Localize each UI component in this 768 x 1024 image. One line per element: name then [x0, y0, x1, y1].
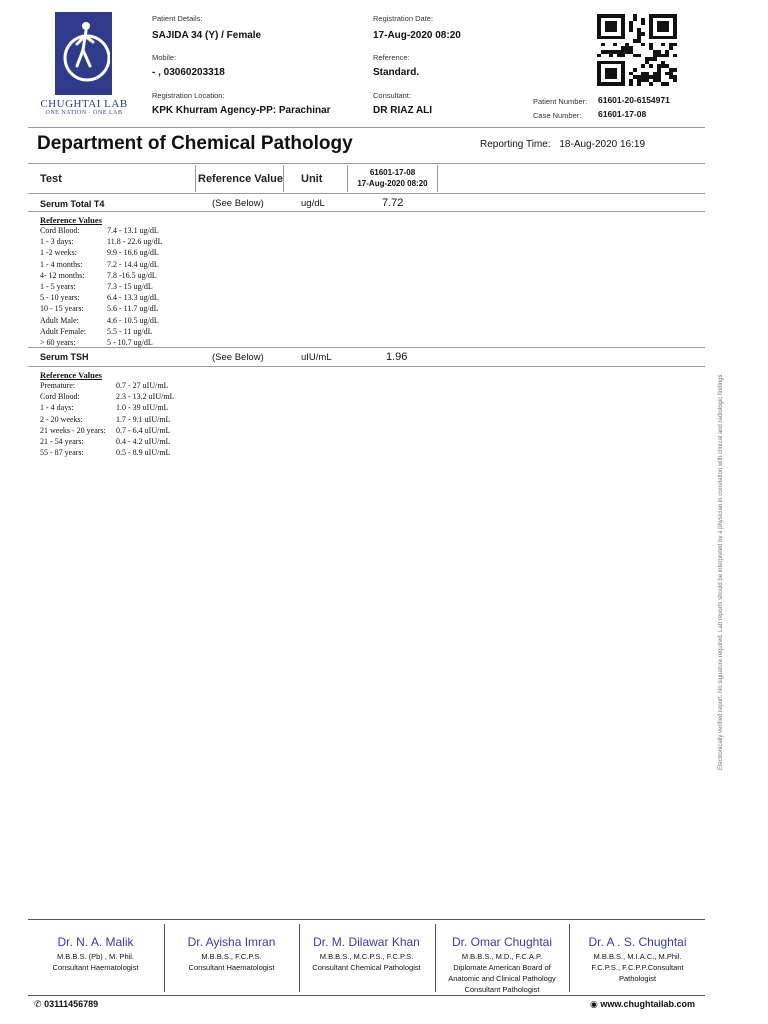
- doctor-card: [570, 935, 705, 984]
- logo-name: CHUGHTAI LAB: [40, 98, 128, 110]
- reference-range-label: 5 - 10 years:: [40, 293, 80, 303]
- reference-range-label: 4- 12 months:: [40, 270, 85, 280]
- reference-range-value: 5.6 - 11.7 ug/dL: [107, 304, 159, 314]
- result-tsh: 1.96: [386, 351, 408, 363]
- doctor-card: [299, 935, 434, 973]
- unit-t4: ug/dL: [301, 198, 325, 209]
- walking-man-logo-icon: [57, 14, 110, 93]
- reference-value-row: [40, 303, 162, 314]
- qr-code-icon: [597, 14, 677, 86]
- reference-range-label: 1 - 4 months:: [40, 259, 83, 269]
- doctor-name: Dr. Ayisha Imran: [187, 935, 276, 949]
- doctor-name: Dr. M. Dilawar Khan: [313, 935, 420, 949]
- doctor-qualification: M.B.B.S., M.D., F.C.A.P.: [461, 952, 543, 961]
- reference-range-value: 7.8 -16.5 ug/dL: [107, 270, 157, 280]
- patient-details-label: Patient Details:: [152, 14, 203, 23]
- reference-value: Standard.: [373, 67, 420, 78]
- reference-range-value: 11.8 - 22.6 ug/dL: [107, 237, 163, 247]
- registration-date-value: 17-Aug-2020 08:20: [373, 30, 461, 41]
- reference-value-row: [40, 236, 162, 247]
- reference-range-value: 4.6 - 10.5 ug/dL: [107, 315, 159, 325]
- reference-range-value: 5.5 - 11 ug/dL: [107, 326, 153, 336]
- reference-values-title: Reference Values: [40, 370, 102, 380]
- department-title: Department of Chemical Pathology: [37, 133, 353, 154]
- reference-value-row: [40, 402, 174, 413]
- reference-range-value: 7.3 - 15 ug/dL: [107, 282, 153, 292]
- reference-range-label: 2 - 20 weeks:: [40, 414, 83, 424]
- reference-range-label: > 60 years:: [40, 338, 76, 348]
- verification-note: Electronically verified report. No signature required. Lab reports should be interpreted by a physician in correlation with clinical and radiologic findings.: [718, 372, 724, 770]
- doctor-qualification: Consultant Haematologist: [188, 963, 275, 972]
- reference-value-row: [40, 315, 162, 326]
- reporting-time-value: 18-Aug-2020 16:19: [559, 139, 645, 150]
- reference-t4: (See Below): [212, 198, 264, 209]
- row-rule: [28, 347, 705, 348]
- reference-range-label: 1 - 4 days:: [40, 403, 74, 413]
- reference-value-row: [40, 225, 162, 236]
- reference-range-label: 1 - 5 years:: [40, 282, 76, 292]
- reference-range-label: 55 - 87 years:: [40, 448, 84, 458]
- reference-range-value: 7.2 - 14.4 ug/dL: [107, 259, 159, 269]
- reference-range-value: 0.4 - 4.2 uIU/mL: [116, 437, 171, 447]
- phone-number: 03111456789: [44, 999, 99, 1009]
- header-divider: [28, 127, 705, 128]
- doctor-qualification: Pathologist: [618, 974, 657, 983]
- doctor-qualification: M.B.B.S., M.I.A.C., M.Phil.: [593, 952, 682, 961]
- reference-range-value: 0.7 - 6.4 uIU/mL: [116, 425, 171, 435]
- reference-value-row: [40, 326, 162, 337]
- row-rule: [28, 211, 705, 212]
- registration-location-value: KPK Khurram Agency-PP: Parachinar: [152, 105, 331, 116]
- mobile-label: Mobile:: [152, 53, 177, 62]
- reference-value-row: [40, 292, 162, 303]
- reference-range-label: Adult Female:: [40, 326, 86, 336]
- doctor-qualification: M.B.B.S., F.C.P.S.: [201, 952, 262, 961]
- reference-value-row: [40, 270, 162, 281]
- reference-range-value: 1.0 - 39 uIU/mL: [116, 403, 169, 413]
- doctor-card: [165, 935, 298, 973]
- table-top-rule: [28, 163, 705, 164]
- reference-value-row: [40, 414, 174, 425]
- reference-value-row: [40, 259, 162, 270]
- header-reference-value: Reference Value: [198, 173, 283, 185]
- doctor-qualification: Consultant Pathologist: [464, 985, 540, 994]
- reference-range-label: 1 - 3 days:: [40, 237, 74, 247]
- chughtai-lab-logo: [55, 12, 112, 95]
- doctor-qualification: F.C.P.S., F.C.P.P.Consultant: [591, 963, 684, 972]
- reference-range-label: Cord Blood:: [40, 392, 80, 402]
- doctor-qualification: Consultant Haematologist: [52, 963, 139, 972]
- footer-bottom-rule: [28, 995, 705, 996]
- reference-value-row: [40, 391, 174, 402]
- test-name-t4: Serum Total T4: [40, 199, 105, 209]
- footer-top-rule: [28, 919, 705, 920]
- doctor-name: Dr. A . S. Chughtai: [588, 935, 687, 949]
- consultant-label: Consultant:: [373, 91, 411, 100]
- footer-website[interactable]: [590, 999, 695, 1010]
- reference-value-row: [40, 425, 174, 436]
- reference-range-label: 21 - 54 years:: [40, 437, 84, 447]
- column-divider: [283, 165, 284, 192]
- reference-values-title: Reference Values: [40, 215, 102, 225]
- phone-icon: ✆: [34, 999, 42, 1009]
- doctor-qualification: Anatomic and Clinical Pathology: [448, 974, 556, 983]
- reference-values-list: [40, 380, 174, 458]
- footer-phone[interactable]: [34, 999, 98, 1010]
- reference-value-row: [40, 281, 162, 292]
- reference-range-value: 7.4 - 13.1 ug/dL: [107, 226, 159, 235]
- consultant-value: DR RIAZ ALI: [373, 105, 433, 116]
- column-divider: [437, 165, 438, 192]
- reference-range-value: 0.7 - 27 uIU/mL: [116, 381, 169, 390]
- patient-details-value: SAJIDA 34 (Y) / Female: [152, 30, 262, 41]
- column-divider: [195, 165, 196, 192]
- reference-tsh: (See Below): [212, 352, 264, 363]
- reference-range-label: 1 -2 weeks:: [40, 248, 77, 258]
- reference-range-value: 6.4 - 13.3 ug/dL: [107, 293, 159, 303]
- result-t4: 7.72: [382, 197, 404, 209]
- doctor-card: [28, 935, 163, 973]
- doctor-qualification: M.B.B.S. (Pb) , M. Phil.: [56, 952, 135, 961]
- website-link: www.chughtailab.com: [600, 999, 696, 1009]
- case-number-label: Case Number:: [533, 111, 582, 120]
- reference-range-label: Cord Blood:: [40, 226, 80, 235]
- doctor-qualification: Diplomate American Board of: [453, 963, 551, 972]
- reference-range-label: Premature:: [40, 381, 76, 390]
- reference-value-row: [40, 447, 174, 458]
- doctor-card: [436, 935, 568, 995]
- patient-number-value: 61601-20-6154971: [598, 95, 670, 105]
- reference-range-label: Adult Male:: [40, 315, 79, 325]
- unit-tsh: uIU/mL: [301, 352, 332, 363]
- header-case-column: [348, 167, 437, 189]
- reference-values-t4: [40, 215, 162, 348]
- globe-icon: ◉: [590, 999, 598, 1009]
- header-case-date: 17-Aug-2020 08:20: [357, 179, 428, 188]
- header-case-number: 61601-17-08: [369, 168, 416, 177]
- reference-range-label: 10 - 15 years:: [40, 304, 84, 314]
- doctor-name: Dr. N. A. Malik: [57, 935, 134, 949]
- registration-location-label: Registration Location:: [152, 91, 225, 100]
- case-number-value: 61601-17-08: [598, 109, 647, 119]
- reference-range-value: 2.3 - 13.2 uIU/mL: [116, 392, 175, 402]
- header-unit: Unit: [301, 173, 323, 185]
- doctor-qualification: Consultant Chemical Pathologist: [312, 963, 421, 972]
- header-test: Test: [40, 173, 62, 185]
- reference-value-row: [40, 436, 174, 447]
- reference-values-list: [40, 225, 162, 348]
- reference-range-value: 1.7 - 9.1 uIU/mL: [116, 414, 171, 424]
- mobile-value: - , 03060203318: [152, 67, 225, 78]
- patient-number-label: Patient Number:: [533, 97, 588, 106]
- reference-range-value: 5 - 10.7 ug/dL: [107, 338, 153, 348]
- reporting-time: [480, 139, 645, 150]
- reference-range-value: 9.9 - 16.6 ug/dL: [107, 248, 159, 258]
- doctor-name: Dr. Omar Chughtai: [451, 935, 553, 949]
- reference-range-label: 21 weeks - 20 years:: [40, 425, 106, 435]
- reference-range-value: 0.5 - 8.9 uIU/mL: [116, 448, 171, 458]
- doctor-qualification: M.B.B.S., M.C.P.S., F.C.P.S.: [319, 952, 414, 961]
- reference-label: Reference:: [373, 53, 410, 62]
- reference-values-tsh: [40, 370, 174, 458]
- test-name-tsh: Serum TSH: [40, 352, 89, 362]
- reporting-time-label: Reporting Time:: [480, 139, 551, 150]
- reference-value-row: [40, 380, 174, 391]
- logo-tagline: ONE NATION · ONE LAB: [45, 110, 123, 116]
- table-header-rule: [28, 193, 705, 194]
- registration-date-label: Registration Date:: [373, 14, 434, 23]
- reference-value-row: [40, 247, 162, 258]
- row-rule: [28, 366, 705, 367]
